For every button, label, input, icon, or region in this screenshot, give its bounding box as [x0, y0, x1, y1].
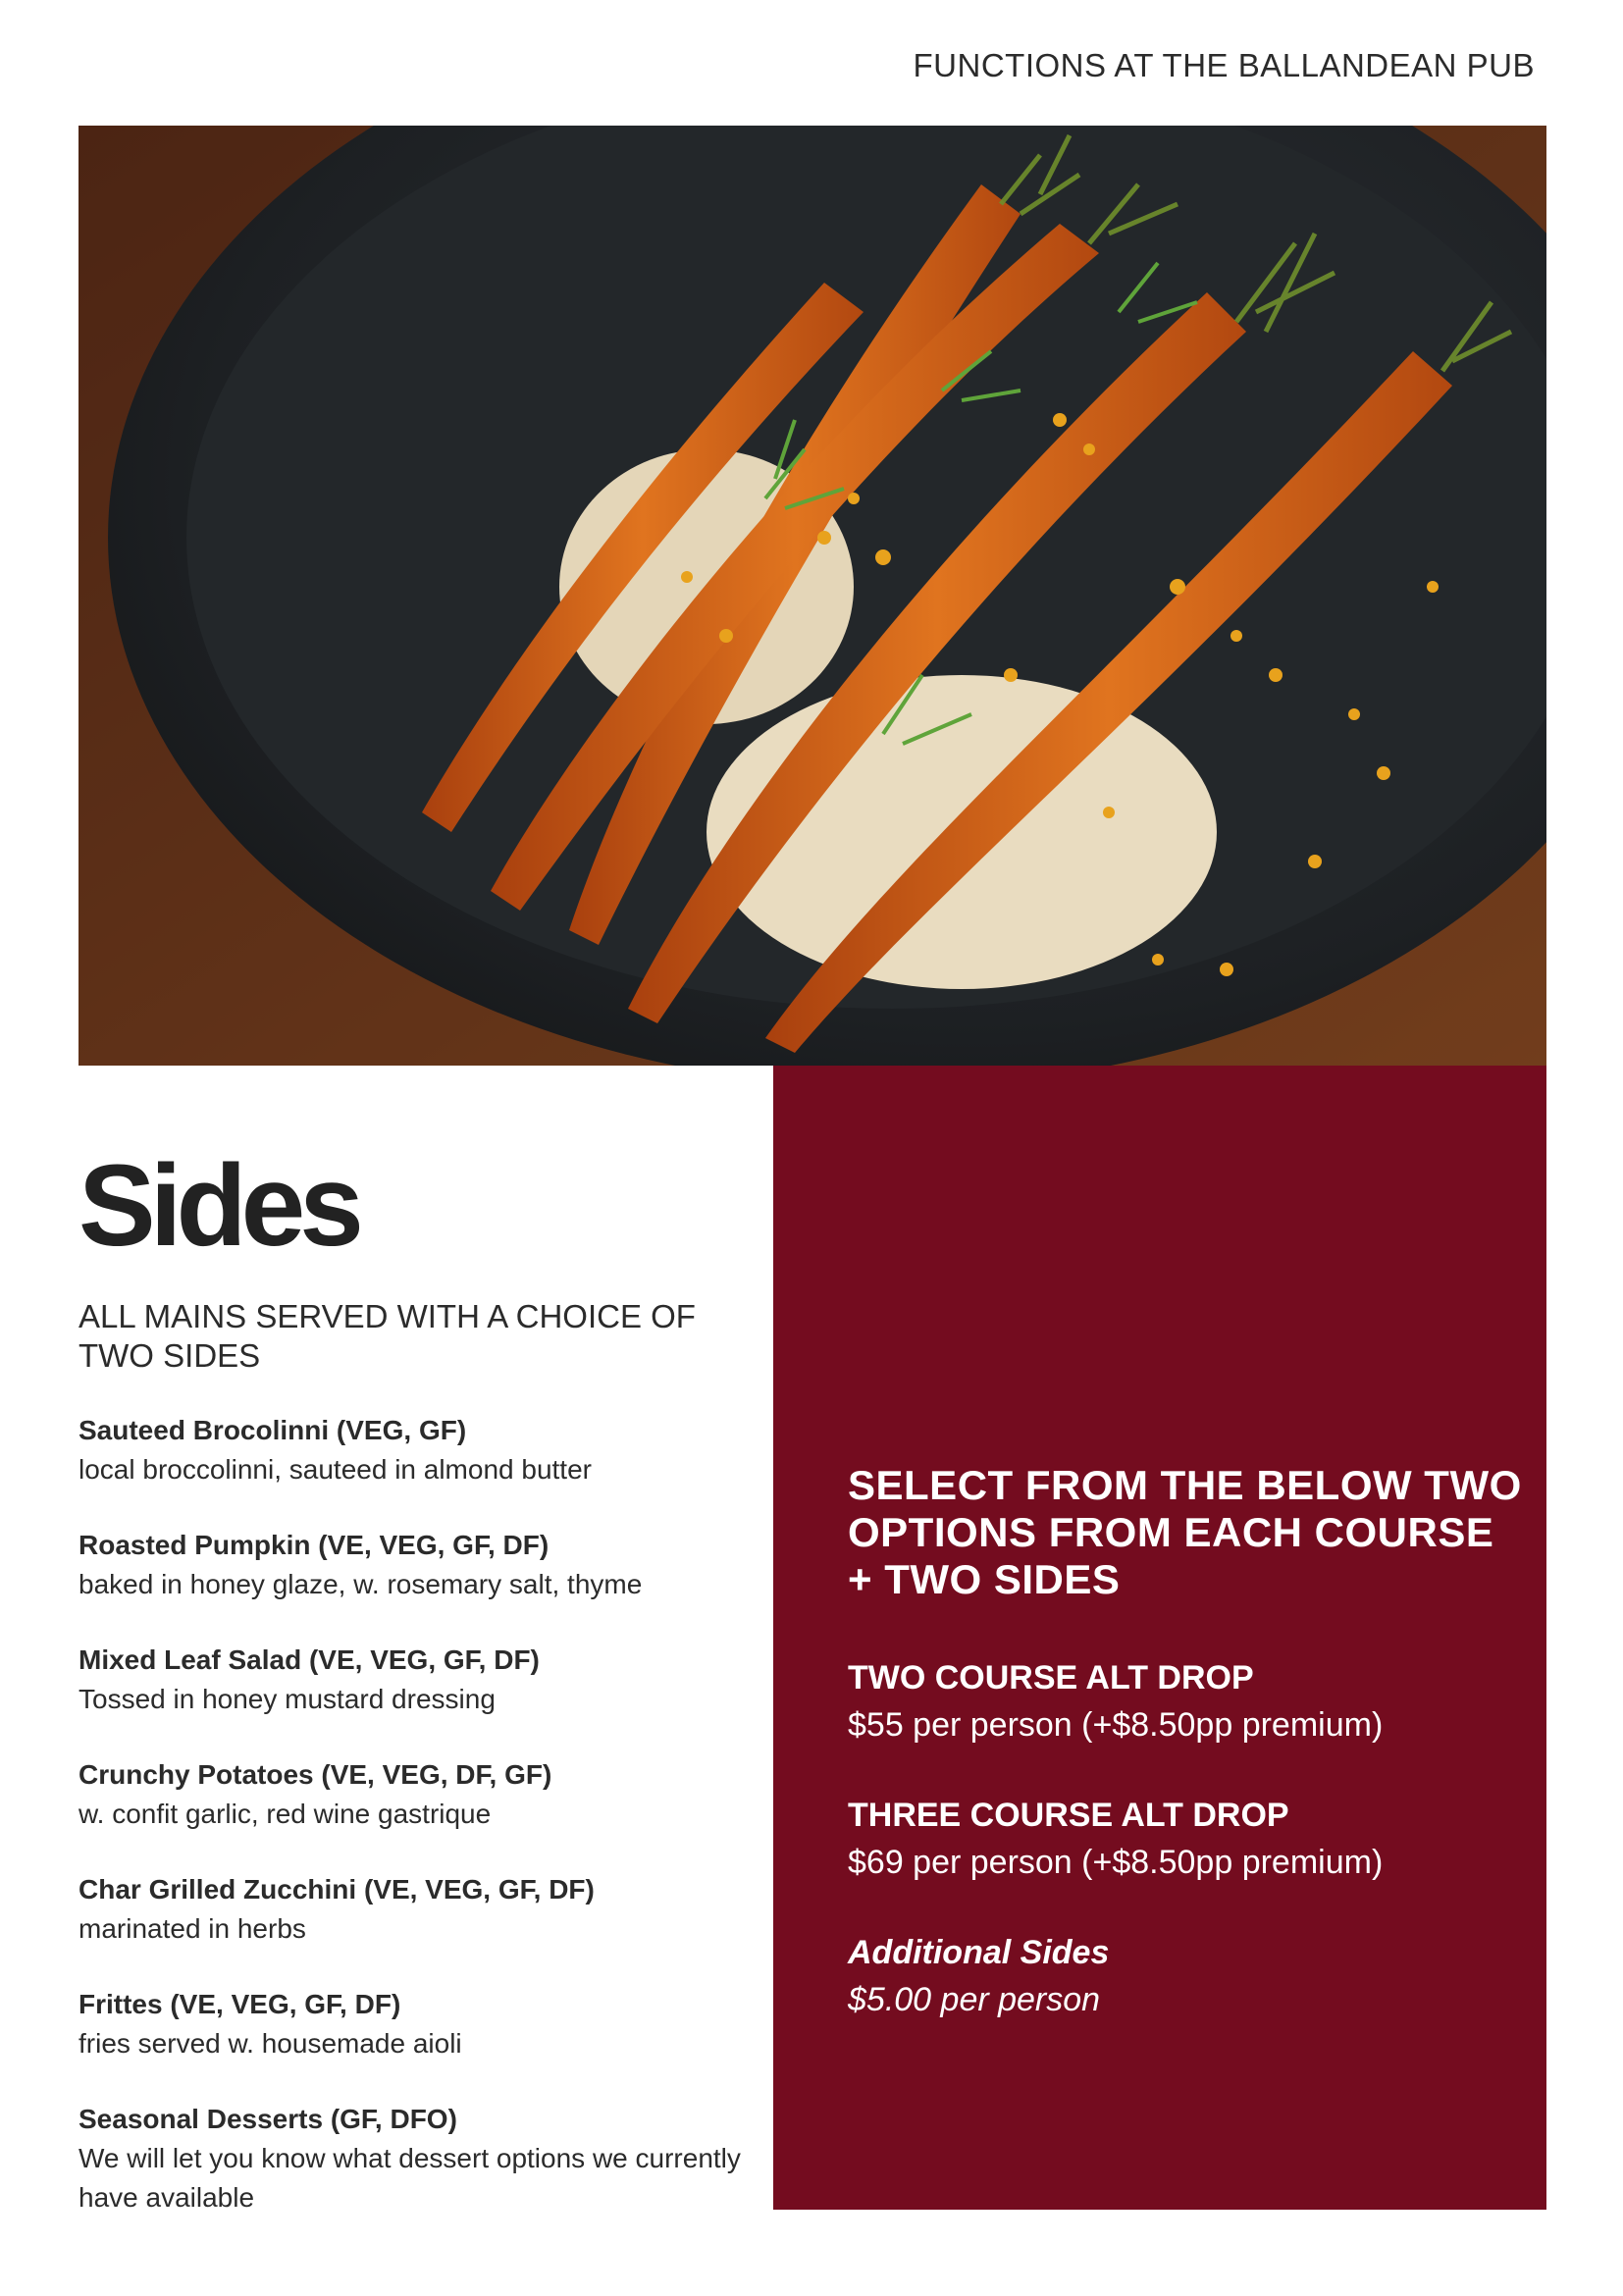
item-description: We will let you know what dessert options we currently have available — [79, 2143, 741, 2213]
pricing-heading: SELECT FROM THE BELOW TWO OPTIONS FROM EACH COURSE + TWO SIDES — [848, 1462, 1522, 1602]
list-item — [79, 1641, 746, 1719]
option-price: $69 per person (+$8.50pp premium) — [848, 1844, 1384, 1881]
item-name: Frittes (VE, VEG, GF, DF) — [79, 1989, 401, 2019]
item-name: Char Grilled Zucchini (VE, VEG, GF, DF) — [79, 1874, 595, 1905]
pricing-option-two-course — [848, 1654, 1525, 1748]
roasted-carrots-illustration — [79, 126, 1546, 1066]
item-name: Seasonal Desserts (GF, DFO) — [79, 2104, 457, 2134]
additional-sides — [848, 1929, 1525, 2023]
item-description: Tossed in honey mustard dressing — [79, 1684, 496, 1714]
page-header-title: FUNCTIONS AT THE BALLANDEAN PUB — [913, 47, 1535, 83]
option-name: THREE COURSE ALT DROP — [848, 1797, 1289, 1834]
pricing-panel — [773, 1066, 1546, 2210]
sides-heading: Sides — [79, 1141, 358, 1271]
list-item — [79, 2100, 746, 2218]
option-name: TWO COURSE ALT DROP — [848, 1659, 1254, 1696]
item-name: Crunchy Potatoes (VE, VEG, DF, GF) — [79, 1759, 552, 1790]
list-item — [79, 1985, 746, 2063]
option-price: $55 per person (+$8.50pp premium) — [848, 1706, 1384, 1744]
item-description: local broccolinni, sauteed in almond butter — [79, 1454, 592, 1485]
sides-subheading: ALL MAINS SERVED WITH A CHOICE OF TWO SIDES — [79, 1298, 696, 1374]
sides-list — [79, 1411, 746, 2218]
hero-food-photo — [79, 126, 1546, 1066]
item-description: baked in honey glaze, w. rosemary salt, thyme — [79, 1569, 643, 1599]
list-item — [79, 1755, 746, 1834]
additional-sides-name: Additional Sides — [848, 1934, 1110, 1971]
list-item — [79, 1870, 746, 1949]
item-name: Mixed Leaf Salad (VE, VEG, GF, DF) — [79, 1644, 540, 1675]
item-name: Roasted Pumpkin (VE, VEG, GF, DF) — [79, 1530, 550, 1560]
additional-sides-price: $5.00 per person — [848, 1981, 1101, 2018]
item-name: Sauteed Brocolinni (VEG, GF) — [79, 1415, 467, 1445]
list-item — [79, 1411, 746, 1489]
item-description: w. confit garlic, red wine gastrique — [79, 1799, 492, 1829]
sides-section — [79, 1141, 746, 2254]
pricing-option-three-course — [848, 1792, 1525, 1886]
item-description: fries served w. housemade aioli — [79, 2028, 462, 2059]
list-item — [79, 1526, 746, 1604]
item-description: marinated in herbs — [79, 1913, 306, 1944]
